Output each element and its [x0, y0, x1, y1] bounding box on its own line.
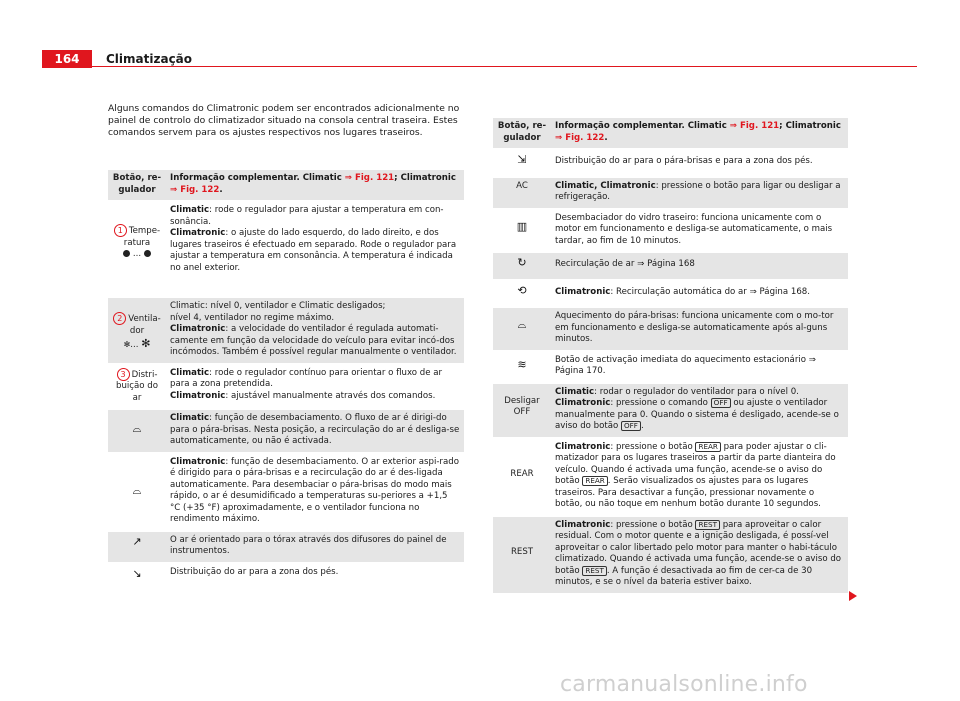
header-key: Botão, re-gulador: [493, 117, 551, 149]
header-key: Botão, re-gulador: [108, 169, 166, 201]
row-info: Climatic: rodar o regulador do ventilador para o nível 0. Climatronic: pressione o comando OFF ou ajuste o ventilador manualmente para 0. Quando o sistema é desligado, acende-se o aviso do botão OFF .: [551, 383, 848, 438]
row-info: Distribuição do ar para o pára-brisas e para a zona dos pés.: [551, 149, 848, 177]
row-key: REAR: [493, 438, 551, 516]
table-row: [108, 297, 464, 364]
row-key: [108, 563, 166, 586]
auxiliary-heater-icon: ≋: [517, 357, 527, 371]
fig-121-link[interactable]: ⇒ Fig. 121: [344, 173, 395, 183]
callout-2: 2: [113, 312, 126, 325]
row-key: [493, 307, 551, 351]
row-key: [493, 351, 551, 383]
windscreen-defrost-icon: ⌓: [132, 483, 142, 497]
continue-arrow-icon: [849, 591, 857, 601]
row-info: Botão de activação imediata do aquecimento estacionário ⇒ Página 170.: [551, 351, 848, 383]
table-row: [493, 149, 848, 177]
rear-key-label: REAR: [695, 442, 720, 452]
left-controls-table: [108, 168, 464, 585]
airflow-upper-body-icon: ↗: [132, 534, 142, 548]
fig-121-link[interactable]: ⇒ Fig. 121: [729, 121, 780, 131]
row-key: [493, 280, 551, 308]
table-row: [108, 531, 464, 563]
page-title: Climatização: [106, 52, 193, 66]
row-info: Climatic, Climatronic: pressione o botão para ligar ou desligar a refrigeração.: [551, 177, 848, 209]
rest-key-label: REST: [695, 520, 720, 530]
row-info: Climatic: rode o regulador contínuo para orientar o fluxo de ar para a zona pretendida. Climatronic: ajustável manualmente através dos comandos.: [166, 364, 464, 410]
airflow-feet-icon: ↘: [132, 566, 142, 580]
fan-large-icon: ✻: [141, 337, 151, 350]
row-info: Climatronic: pressione o botão REST para aproveitar o calor residual. Com o motor quente e a ignição desligada, é possí-vel aproveitar o calor libertado pelo motor para manter o habi-táculo climatizado. Quando é activada uma função, acende-se o aviso do botão REST . A função é desactivada ao fim de cer-ca de 30 minutos, e se o nível da bateria estiver baixo.: [551, 516, 848, 593]
airflow-windscreen-feet-icon: ⇲: [517, 153, 527, 166]
row-info: Distribuição do ar para a zona dos pés.: [166, 563, 464, 586]
row-key: 2 Ventila-dor ✻... ✻: [108, 297, 166, 364]
table-row: [493, 383, 848, 438]
row-info: Climatic: nível 0, ventilador e Climatic desligados; nível 4, ventilador no regime máximo. Climatronic: a velocidade do ventilador é regulada automati-camente em função da velocidade do veículo para evitar incó-dos incómodos. Também é possível regular manualmente o ventilador.: [166, 297, 464, 364]
off-key-label: OFF: [621, 421, 641, 431]
intro-paragraph: Alguns comandos do Climatronic podem ser encontrados adicionalmente no painel de controlo do climatizador situado na consola central traseira. Estes comandos servem para os ajustes respectivos nos lugares traseiros.: [108, 103, 460, 138]
row-info: Aquecimento do pára-brisas: funciona unicamente com o mo-tor em funcionamento e desliga-se automaticamente após al-guns minutos.: [551, 307, 848, 351]
header-info: Informação complementar. Climatic ⇒ Fig. 121; Climatronic ⇒ Fig. 122.: [551, 117, 848, 149]
row-key: [108, 409, 166, 453]
air-recirculation-icon: ↻: [517, 256, 527, 269]
row-info: Recirculação de ar ⇒ Página 168: [551, 252, 848, 280]
fig-122-link[interactable]: ⇒ Fig. 122: [170, 184, 220, 195]
header-info: Informação complementar. Climatic ⇒ Fig. 121; Climatronic ⇒ Fig. 122.: [166, 169, 464, 201]
table-row: [493, 351, 848, 383]
table-row: [493, 177, 848, 209]
rest-key-label: REST: [582, 566, 607, 576]
row-info: Climatronic: pressione o botão REAR para poder ajustar o cli-matizador para os lugares traseiros a partir da parte dianteira do veículo. Quando é activada uma função, acende-se o aviso do botão REAR . Serão visualizados os ajustes para os lugares traseiros. Para desactivar a função, pressionar novamente o botão, ou não toque em nenhum botão durante 10 segundos.: [551, 438, 848, 516]
row-key: 3 Distri-buição do ar: [108, 364, 166, 410]
row-key: [108, 531, 166, 563]
table-row: [108, 364, 464, 410]
row-key: AC: [493, 177, 551, 209]
row-info: O ar é orientado para o tórax através dos difusores do painel de instrumentos.: [166, 531, 464, 563]
fan-small-icon: ✻: [123, 340, 131, 349]
table-row: [493, 252, 848, 280]
table-row: [493, 307, 848, 351]
row-info: Desembaciador do vidro traseiro: funciona unicamente com o motor em funcionamento e desliga-se automaticamente, o mais tardar, ao fim de 10 minutos.: [551, 209, 848, 253]
table-row: [493, 280, 848, 308]
auto-recirculation-icon: ⟲: [517, 283, 527, 297]
table-row: [108, 453, 464, 531]
windscreen-heater-icon: ⌓: [517, 318, 527, 331]
table-row: [108, 409, 464, 453]
row-key: 1 Tempe-ratura ...: [108, 201, 166, 297]
table-row: [493, 438, 848, 516]
row-info: Climatronic: função de desembaciamento. O ar exterior aspi-rado é dirigido para o pára-brisas e a recirculação do ar é des-ligada automaticamente. Para desembaciar o pára-brisas do modo mais rápido, o ar é desumidificado a temperaturas su-periores a +1,5 °C (+35 °F) aproximadamente, e o ventilador funciona no rendimento máximo.: [166, 453, 464, 531]
row-info: Climatic: função de desembaciamento. O fluxo de ar é dirigi-do para o pára-brisas. Nesta posição, a recirculação do ar é desliga-se automaticamente, ou não é activada.: [166, 409, 464, 453]
row-key: Desligar OFF: [493, 383, 551, 438]
table-row: [108, 201, 464, 297]
table-row: [108, 563, 464, 586]
callout-3: 3: [117, 368, 130, 381]
table-row: [493, 516, 848, 593]
table-row: [493, 209, 848, 253]
fig-122-link[interactable]: ⇒ Fig. 122: [555, 132, 605, 143]
row-info: Climatronic: Recirculação automática do ar ⇒ Página 168.: [551, 280, 848, 308]
row-key: [493, 149, 551, 177]
page-number: 164: [42, 50, 92, 68]
row-key: [108, 453, 166, 531]
rear-window-heater-icon: ▥: [516, 219, 528, 233]
right-controls-table: [493, 116, 848, 593]
windscreen-defrost-icon: ⌓: [132, 422, 142, 435]
row-key: REST: [493, 516, 551, 593]
off-key-label: OFF: [711, 398, 731, 408]
temp-hot-dot-icon: [144, 250, 151, 257]
row-info: Climatic: rode o regulador para ajustar a temperatura em con-sonância. Climatronic: o ajuste do lado esquerdo, do lado direito, e dos lugares traseiros é efectuado em separado. Rode o regulador para ajustar a temperatura em consonância. A temperatura é indicada no anel exterior.: [166, 201, 464, 297]
header-rule: [92, 66, 917, 67]
callout-1: 1: [114, 224, 127, 237]
table-header-row: [108, 169, 464, 201]
row-key: [493, 209, 551, 253]
rear-key-label: REAR: [582, 476, 607, 486]
table-header-row: [493, 117, 848, 149]
row-key: [493, 252, 551, 280]
watermark: carmanualsonline.info: [560, 672, 808, 697]
